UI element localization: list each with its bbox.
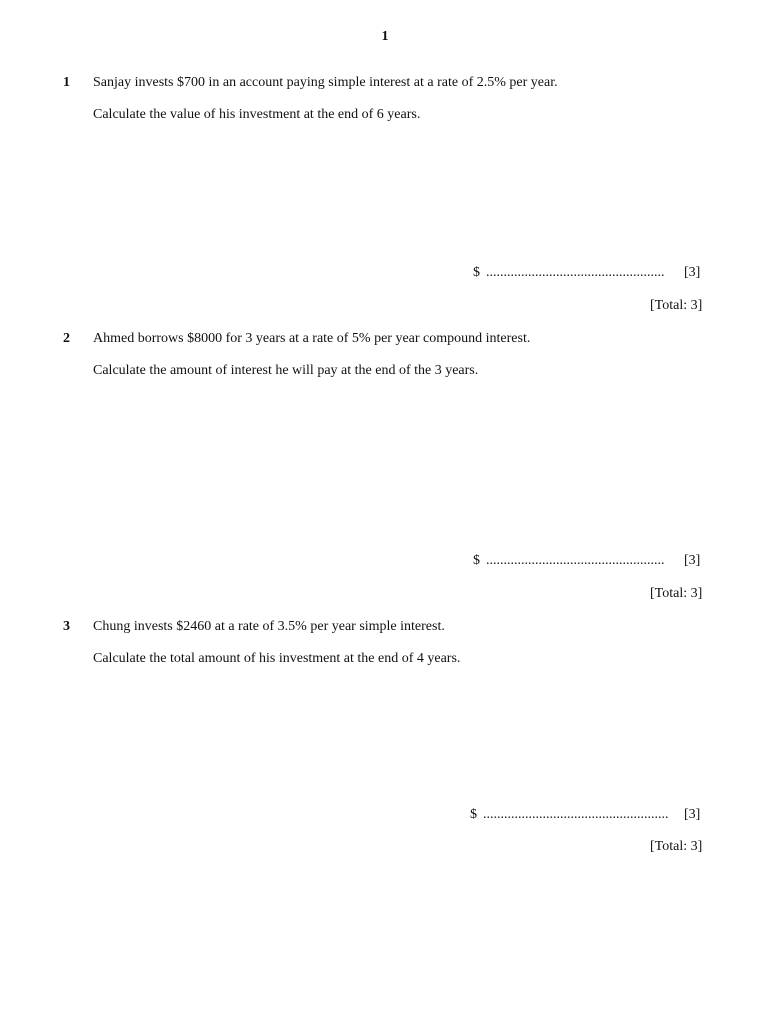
question-statement: Sanjay invests $700 in an account paying simple interest at a rate of 2.5% per year.	[93, 75, 558, 90]
answer-line[interactable]: ...................................................	[486, 265, 665, 280]
total-marks: [Total: 3]	[650, 839, 703, 854]
question-number: 2	[63, 331, 70, 346]
question-task: Calculate the total amount of his investment at the end of 4 years.	[93, 651, 461, 666]
currency-symbol: $	[473, 265, 480, 280]
marks-label: [3]	[684, 553, 701, 568]
marks-label: [3]	[684, 265, 701, 280]
currency-symbol: $	[473, 553, 480, 568]
question-task: Calculate the value of his investment at the end of 6 years.	[93, 107, 421, 122]
answer-line[interactable]: .....................................................	[483, 807, 669, 822]
marks-label: [3]	[684, 807, 701, 822]
question-statement: Chung invests $2460 at a rate of 3.5% per year simple interest.	[93, 619, 445, 634]
answer-line[interactable]: ...................................................	[486, 553, 665, 568]
question-task: Calculate the amount of interest he will pay at the end of the 3 years.	[93, 363, 479, 378]
question-number: 3	[63, 619, 70, 634]
page-number: 1	[381, 29, 389, 44]
total-marks: [Total: 3]	[650, 586, 703, 601]
question-statement: Ahmed borrows $8000 for 3 years at a rate of 5% per year compound interest.	[93, 331, 531, 346]
question-number: 1	[63, 75, 70, 90]
currency-symbol: $	[470, 807, 477, 822]
total-marks: [Total: 3]	[650, 298, 703, 313]
